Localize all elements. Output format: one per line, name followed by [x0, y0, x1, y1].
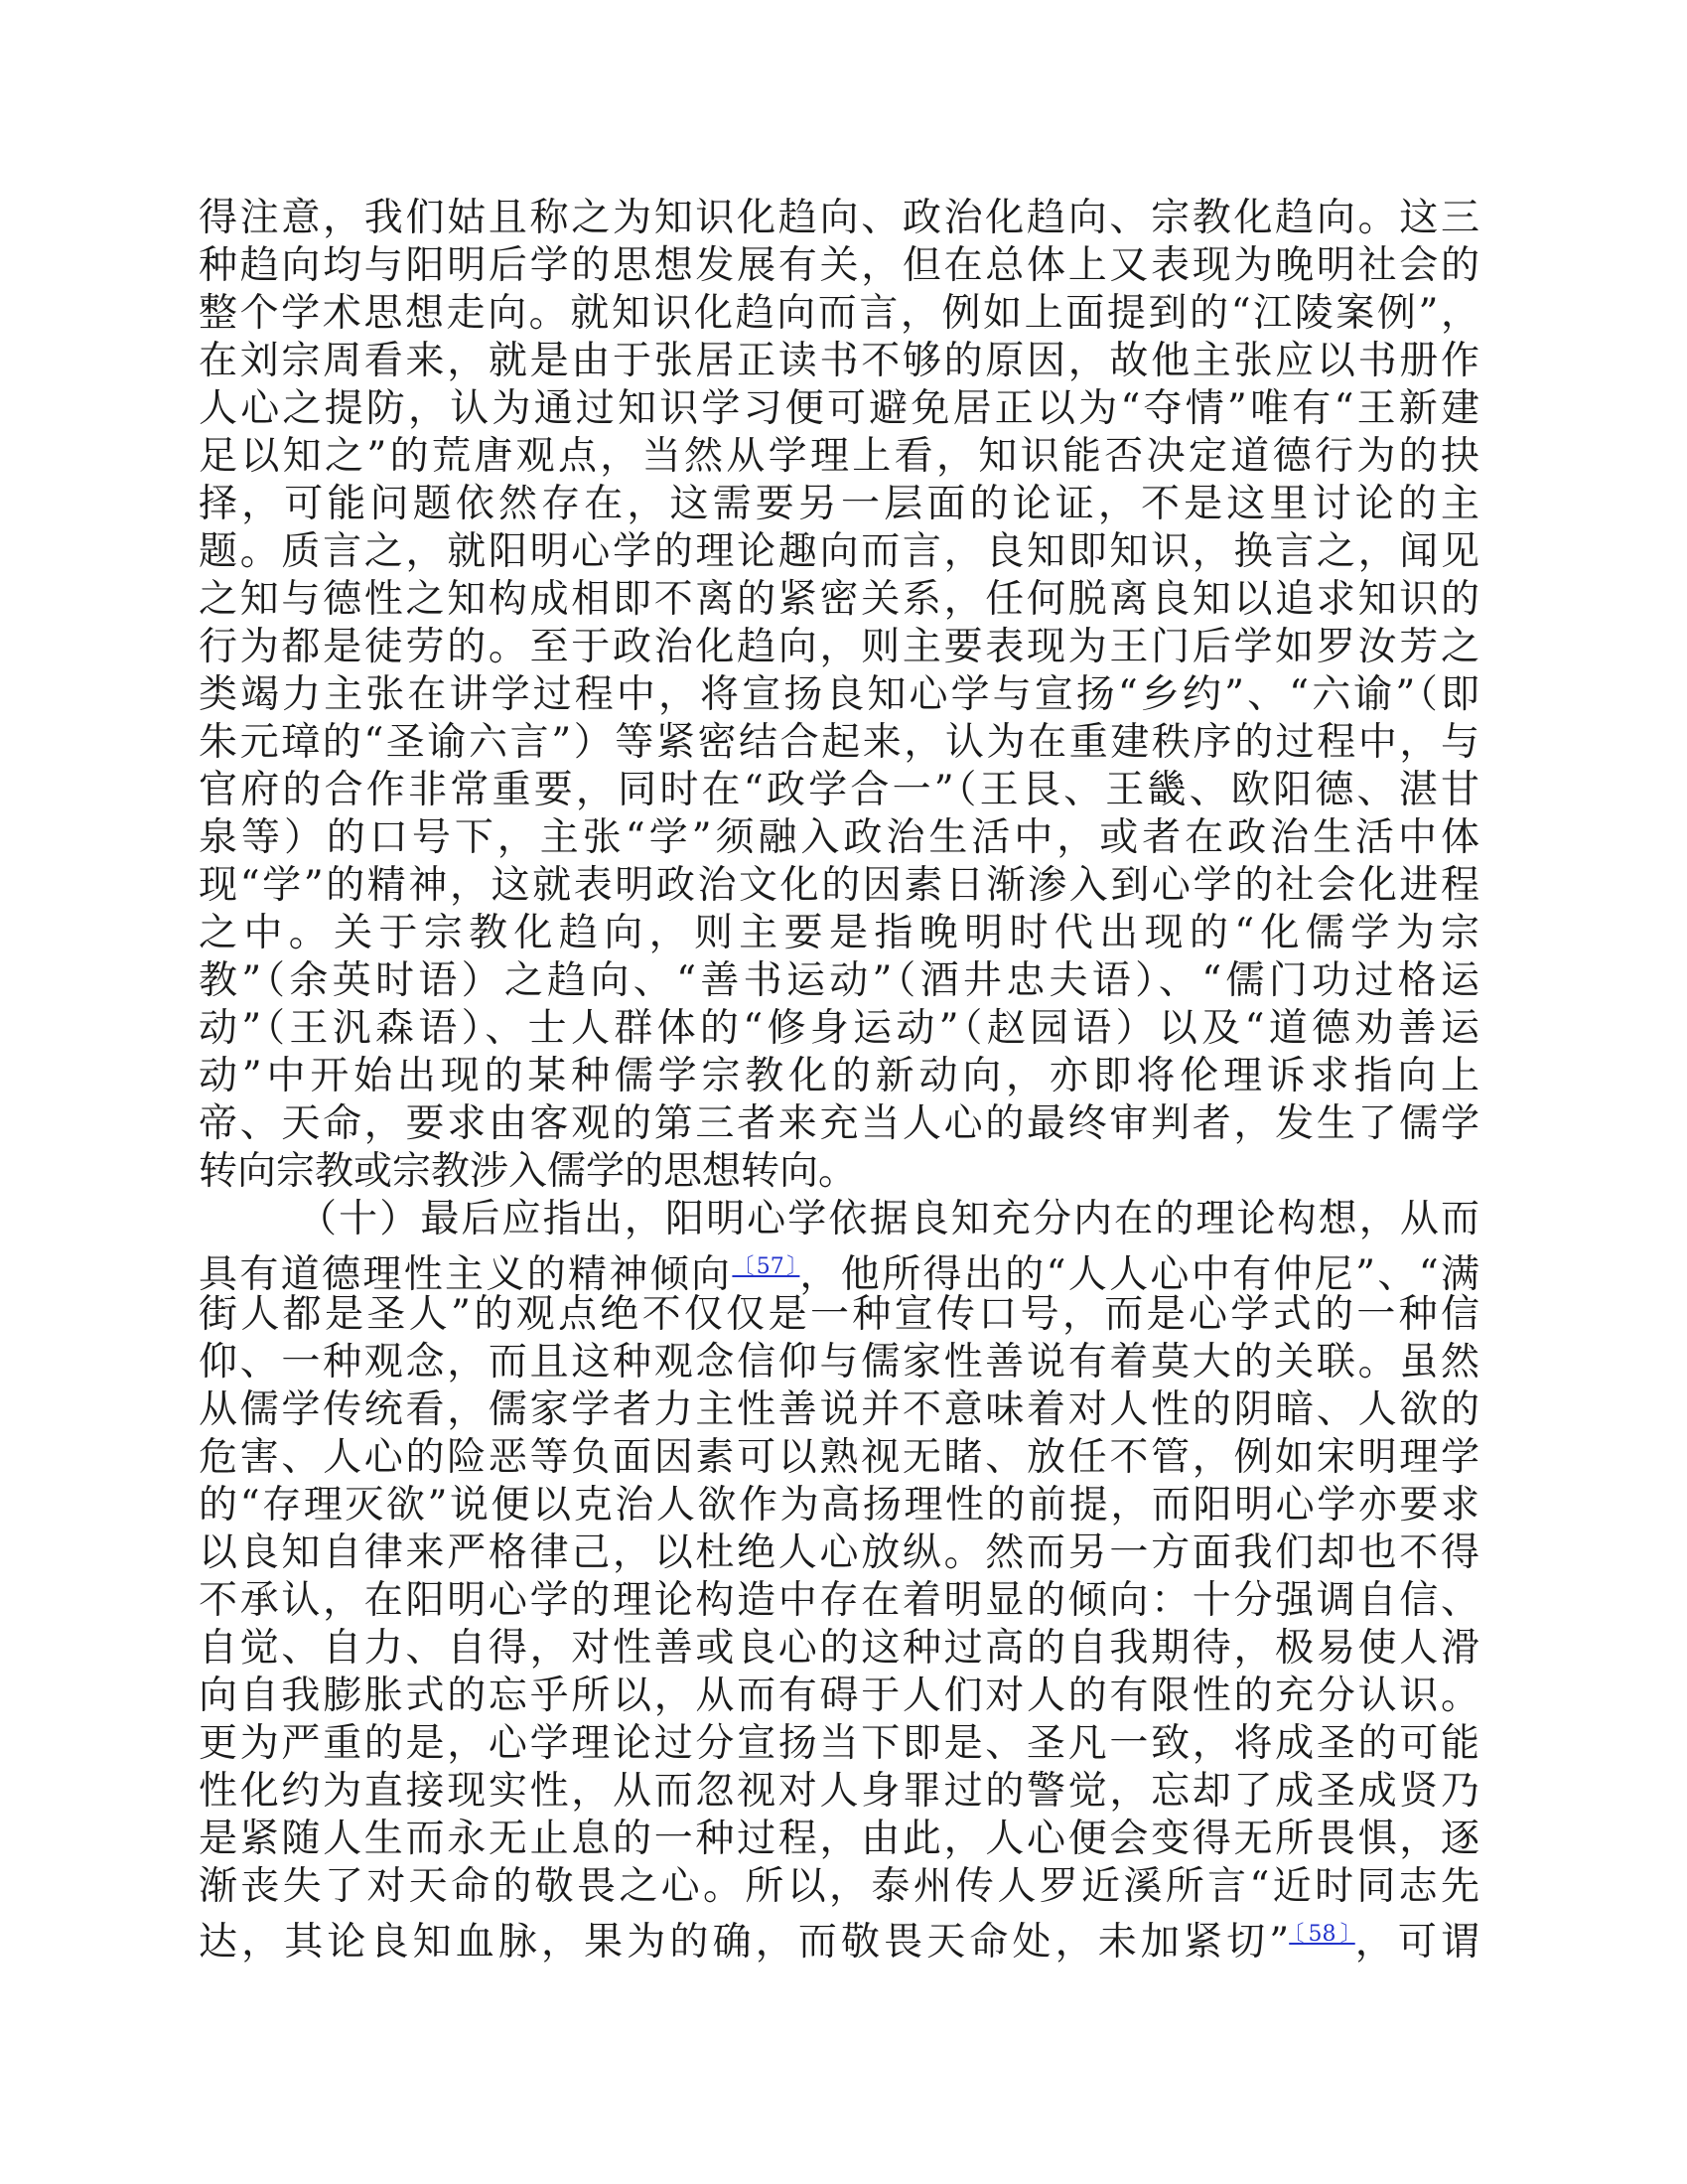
text-segment: ，可谓: [1354, 1920, 1479, 1965]
text-line: 仰、一种观念，而且这种观念信仰与儒家性善说有着莫大的关联。虽然: [199, 1340, 1479, 1384]
text-line: 动”（王汎森语）、士人群体的“修身运动”（赵园语）以及“道德劝善运: [199, 1006, 1479, 1051]
text-line: 足以知之”的荒唐观点，当然从学理上看，知识能否决定道德行为的抉: [199, 434, 1479, 479]
text-line: 危害、人心的险恶等负面因素可以熟视无睹、放任不管，例如宋明理学: [199, 1435, 1479, 1480]
text-line: 的“存理灭欲”说便以克治人欲作为高扬理性的前提，而阳明心学亦要求: [199, 1483, 1479, 1528]
text-line: 朱元璋的“圣谕六言”）等紧密结合起来，认为在重建秩序的过程中，与: [199, 720, 1479, 765]
footnote-link-57[interactable]: 〔57〕: [732, 1254, 800, 1279]
text-line: 人心之提防，认为通过知识学习便可避免居正以为“夺情”唯有“王新建: [199, 386, 1479, 431]
text-line: 类竭力主张在讲学过程中，将宣扬良知心学与宣扬“乡约”、“六谕”（即: [199, 672, 1479, 717]
text-line: 教”（余英时语）之趋向、“善书运动”（酒井忠夫语）、“儒门功过格运: [199, 958, 1479, 1003]
text-line: 性化约为直接现实性，从而忽视对人身罪过的警觉，忘却了成圣成贤乃: [199, 1769, 1479, 1814]
text-line: 自觉、自力、自得，对性善或良心的这种过高的自我期待，极易使人滑: [199, 1626, 1479, 1671]
text-line-with-footnote: [199, 1243, 1479, 1297]
text-line: 现“学”的精神，这就表明政治文化的因素日渐渗入到心学的社会化进程: [199, 863, 1479, 908]
text-line: 不承认，在阳明心学的理论构造中存在着明显的倾向：十分强调自信、: [199, 1578, 1479, 1623]
text-line: 帝、天命，要求由客观的第三者来充当人心的最终审判者，发生了儒学: [199, 1101, 1479, 1146]
text-line: 以良知自律来严格律己，以杜绝人心放纵。然而另一方面我们却也不得: [199, 1530, 1479, 1575]
text-line: 泉等）的口号下，主张“学”须融入政治生活中，或者在政治生活中体: [199, 815, 1479, 860]
text-line: 动”中开始出现的某种儒学宗教化的新动向，亦即将伦理诉求指向上: [199, 1054, 1479, 1098]
text-line: 之中。关于宗教化趋向，则主要是指晚明时代出现的“化儒学为宗: [199, 911, 1479, 955]
text-line: 行为都是徒劳的。至于政治化趋向，则主要表现为王门后学如罗汝芳之: [199, 625, 1479, 669]
text-line: 渐丧失了对天命的敬畏之心。所以，泰州传人罗近溪所言“近时同志先: [199, 1864, 1479, 1909]
text-segment: ，他所得出的“人人心中有仲尼”、“满: [799, 1252, 1479, 1297]
footnote-link-58[interactable]: 〔58〕: [1289, 1922, 1355, 1947]
text-line: 整个学术思想走向。就知识化趋向而言，例如上面提到的“江陵案例”，: [199, 291, 1479, 336]
paragraph-start-line: （十）最后应指出，阳明心学依据良知充分内在的理论构想，从而: [298, 1197, 1479, 1241]
document-page: [199, 195, 1479, 1965]
text-line: 从儒学传统看，儒家学者力主性善说并不意味着对人性的阴暗、人欲的: [199, 1387, 1479, 1432]
text-line: 更为严重的是，心学理论过分宣扬当下即是、圣凡一致，将成圣的可能: [199, 1721, 1479, 1766]
text-line: 向自我膨胀式的忘乎所以，从而有碍于人们对人的有限性的充分认识。: [199, 1674, 1479, 1718]
text-line: 种趋向均与阳明后学的思想发展有关，但在总体上又表现为晚明社会的: [199, 243, 1479, 288]
text-line-with-footnote: [199, 1911, 1479, 1965]
text-line: 题。质言之，就阳明心学的理论趣向而言，良知即知识，换言之，闻见: [199, 529, 1479, 574]
text-segment: 具有道德理性主义的精神倾向: [199, 1252, 733, 1297]
text-line: 得注意，我们姑且称之为知识化趋向、政治化趋向、宗教化趋向。这三: [199, 196, 1479, 240]
text-segment: 达，其论良知血脉，果为的确，而敬畏天命处，未加紧切”: [199, 1920, 1290, 1965]
text-line: 择，可能问题依然存在，这需要另一层面的论证，不是这里讨论的主: [199, 482, 1479, 526]
text-line: 转向宗教或宗教涉入儒学的思想转向。: [199, 1149, 858, 1194]
text-line: 街人都是圣人”的观点绝不仅仅是一种宣传口号，而是心学式的一种信: [199, 1292, 1479, 1337]
text-line: 是紧随人生而永无止息的一种过程，由此，人心便会变得无所畏惧，逐: [199, 1817, 1479, 1861]
text-line: 官府的合作非常重要，同时在“政学合一”（王艮、王畿、欧阳德、湛甘: [199, 768, 1479, 812]
text-line: 之知与德性之知构成相即不离的紧密关系，任何脱离良知以追求知识的: [199, 577, 1479, 622]
text-line: 在刘宗周看来，就是由于张居正读书不够的原因，故他主张应以书册作: [199, 339, 1479, 383]
